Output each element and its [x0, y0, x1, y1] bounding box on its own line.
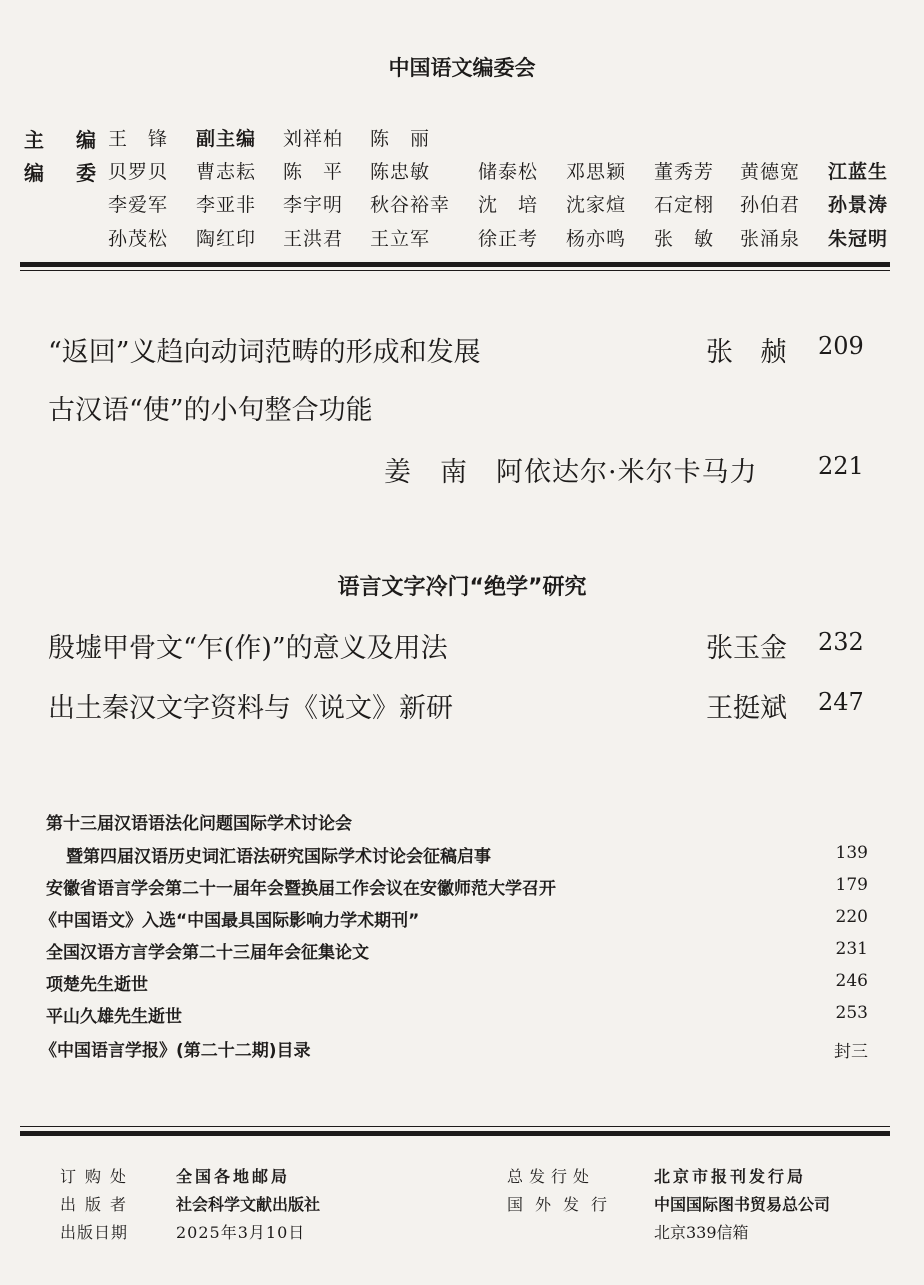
board-member: 石定栩 [654, 194, 715, 216]
article-author: 姜 南 阿依达尔·米尔卡马力 [384, 457, 758, 488]
board-member: 黄德宽 [740, 161, 801, 183]
board-member: 沈家煊 [566, 194, 627, 216]
section-title: 语言文字冷门“绝学”研究 [337, 575, 587, 600]
notice-title: 暨第四届汉语历史词汇语法研究国际学术讨论会征稿启事 [66, 847, 491, 867]
board-member: 邓思颖 [566, 161, 627, 183]
board-member: 王洪君 [283, 228, 344, 250]
board-member: 陈 平 [283, 161, 344, 183]
notice-title: 平山久雄先生逝世 [46, 1007, 182, 1027]
article-title: “返回”义趋向动词范畴的形成和发展 [48, 337, 481, 368]
foreign-label: 国外发行 [507, 1195, 620, 1214]
article-page: 209 [818, 332, 864, 360]
board-title: 中国语文编委会 [388, 56, 536, 80]
notice-page: 231 [835, 939, 868, 959]
notice-title: 《中国语文》入选“中国最具国际影响力学术期刊” [40, 911, 420, 931]
board-member: 朱冠明 [828, 228, 889, 250]
board-member: 李爱军 [108, 194, 169, 216]
subscribe-value: 全国各地邮局 [176, 1167, 291, 1186]
divider [20, 270, 890, 271]
notice-title: 项楚先生逝世 [46, 975, 148, 995]
article-page: 221 [818, 452, 864, 480]
notice-page: 246 [835, 971, 868, 991]
distributor-label: 总发行处 [507, 1167, 596, 1186]
article-page: 247 [818, 688, 864, 716]
date-value: 2025年3月10日 [176, 1223, 306, 1242]
board-member: 张 敏 [654, 228, 715, 250]
board-member: 沈 培 [478, 194, 539, 216]
article-title: 出土秦汉文字资料与《说文》新研 [48, 693, 453, 724]
publisher-value: 社会科学文献出版社 [176, 1195, 321, 1214]
article-page: 232 [818, 628, 864, 656]
board-member: 贝罗贝 [108, 161, 169, 183]
board-member: 孙茂松 [108, 228, 169, 250]
subscribe-label: 订购处 [60, 1167, 136, 1186]
chief-name: 王 锋 [108, 128, 169, 150]
article-author: 张玉金 [706, 633, 787, 664]
article-title: 古汉语“使”的小句整合功能 [48, 395, 373, 426]
board-member: 储泰松 [478, 161, 539, 183]
article-author: 王挺斌 [706, 693, 787, 724]
board-member: 董秀芳 [654, 161, 715, 183]
foreign-value: 中国国际图书贸易总公司 [654, 1195, 831, 1214]
deputy-label: 副主编 [196, 128, 257, 150]
article-title: 殷墟甲骨文“乍(作)”的意义及用法 [48, 633, 448, 664]
notice-page: 139 [835, 843, 868, 863]
date-label: 出版日期 [60, 1223, 129, 1242]
notice-title: 安徽省语言学会第二十一届年会暨换届工作会议在安徽师范大学召开 [46, 879, 556, 899]
board-member: 孙伯君 [740, 194, 801, 216]
divider [20, 1126, 890, 1127]
members-label: 编 委 [24, 161, 102, 185]
board-member: 陶红印 [196, 228, 257, 250]
deputy-name: 刘祥柏 [283, 128, 344, 150]
board-member: 江蓝生 [828, 161, 889, 183]
chief-label: 主 编 [24, 128, 102, 152]
board-member: 徐正考 [478, 228, 539, 250]
board-member: 孙景涛 [828, 194, 889, 216]
board-member: 王立军 [370, 228, 431, 250]
notice-page: 179 [835, 875, 868, 895]
board-member: 杨亦鸣 [566, 228, 627, 250]
notice-page: 253 [835, 1003, 868, 1023]
deputy-name: 陈 丽 [370, 128, 431, 150]
board-member: 陈忠敏 [370, 161, 431, 183]
notice-title: 全国汉语方言学会第二十三届年会征集论文 [46, 943, 369, 963]
article-author: 张 赪 [706, 337, 787, 368]
board-member: 李亚非 [196, 194, 257, 216]
board-member: 曹志耘 [196, 161, 257, 183]
divider [20, 1131, 890, 1136]
mailbox: 北京339信箱 [654, 1223, 749, 1242]
notice-title: 《中国语言学报》(第二十二期)目录 [40, 1041, 311, 1061]
notice-title: 第十三届汉语语法化问题国际学术讨论会 [46, 814, 352, 834]
board-member: 李宇明 [283, 194, 344, 216]
notice-page: 封三 [834, 1042, 868, 1062]
board-member: 张涌泉 [740, 228, 801, 250]
divider [20, 262, 890, 267]
distributor-value: 北京市报刊发行局 [654, 1167, 807, 1186]
publisher-label: 出版者 [60, 1195, 136, 1214]
board-member: 秋谷裕幸 [370, 194, 451, 216]
notice-page: 220 [835, 907, 868, 927]
